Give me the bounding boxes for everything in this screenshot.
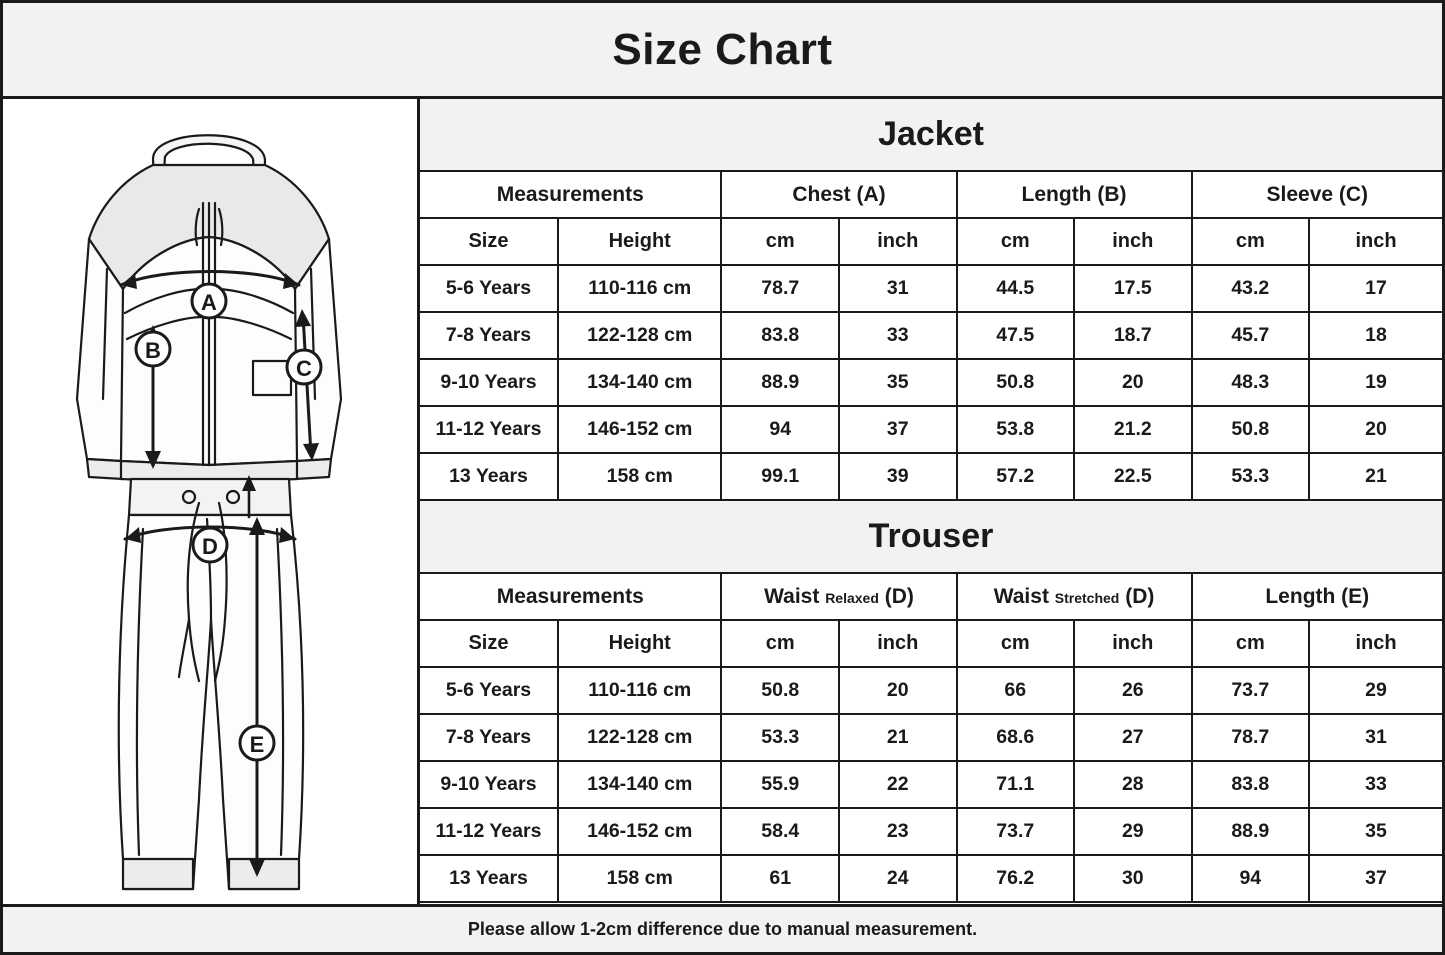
cell-length-cm: 78.7	[1192, 714, 1310, 761]
trouser-section-title-row	[420, 501, 1442, 573]
cell-length-inch: 31	[1309, 714, 1442, 761]
trouser-header-waist-stretched	[957, 573, 1192, 620]
cell-waist-relaxed-inch: 22	[839, 761, 957, 808]
cell-size: 11-12 Years	[420, 406, 558, 453]
cell-length-cm: 57.2	[957, 453, 1075, 500]
cell-size: 13 Years	[420, 855, 558, 902]
cell-chest-cm: 99.1	[721, 453, 839, 500]
jacket-header-length: Length (B)	[957, 171, 1192, 218]
waist-relaxed-sub: Relaxed	[825, 589, 879, 606]
cell-size: 9-10 Years	[420, 761, 558, 808]
trouser-subheader-length-cm: cm	[1192, 620, 1310, 667]
trouser-subheader-height: Height	[558, 620, 722, 667]
table-row	[420, 312, 1442, 359]
cell-length-cm: 94	[1192, 855, 1310, 902]
cell-waist-stretched-inch: 30	[1074, 855, 1192, 902]
cell-chest-cm: 78.7	[721, 265, 839, 312]
waist-stretched-main: Waist	[993, 584, 1049, 608]
cell-height: 110-116 cm	[558, 667, 722, 714]
jacket-header-sleeve: Sleeve (C)	[1192, 171, 1442, 218]
cell-sleeve-cm: 50.8	[1192, 406, 1310, 453]
trouser-sub-header-row	[420, 620, 1442, 667]
trouser-header-length: Length (E)	[1192, 573, 1442, 620]
cell-sleeve-cm: 53.3	[1192, 453, 1310, 500]
cell-length-inch: 20	[1074, 359, 1192, 406]
page-title: Size Chart	[612, 24, 833, 74]
cell-length-inch: 22.5	[1074, 453, 1192, 500]
jacket-header-chest: Chest (A)	[721, 171, 956, 218]
measurement-note: Please allow 1-2cm difference due to manual measurement.	[467, 919, 978, 939]
svg-text:C: C	[296, 356, 312, 381]
trouser-table	[420, 501, 1442, 903]
cell-waist-stretched-cm: 66	[957, 667, 1075, 714]
cell-waist-relaxed-inch: 20	[839, 667, 957, 714]
trouser-section-title: Trouser	[420, 501, 1442, 573]
jacket-header-measurements: Measurements	[420, 171, 721, 218]
svg-text:E: E	[249, 732, 265, 757]
cell-waist-stretched-inch: 27	[1074, 714, 1192, 761]
cell-height: 122-128 cm	[558, 312, 722, 359]
trouser-subheader-waistrelaxed-inch: inch	[839, 620, 957, 667]
cell-size: 7-8 Years	[420, 312, 558, 359]
cell-size: 13 Years	[420, 453, 558, 500]
cell-length-cm: 50.8	[957, 359, 1075, 406]
jacket-subheader-chest-inch: inch	[839, 218, 957, 265]
cell-waist-stretched-inch: 28	[1074, 761, 1192, 808]
trouser-subheader-length-inch: inch	[1309, 620, 1442, 667]
cell-chest-cm: 88.9	[721, 359, 839, 406]
cell-height: 146-152 cm	[558, 406, 722, 453]
cell-length-cm: 73.7	[1192, 667, 1310, 714]
waist-relaxed-main: Waist	[764, 584, 820, 608]
cell-length-inch: 18.7	[1074, 312, 1192, 359]
cell-waist-relaxed-inch: 21	[839, 714, 957, 761]
trouser-subheader-waistrelaxed-cm: cm	[721, 620, 839, 667]
trouser-header-measurements: Measurements	[420, 573, 721, 620]
jacket-group-header-row	[420, 171, 1442, 218]
waist-stretched-sub: Stretched	[1054, 589, 1120, 606]
jacket-sub-header-row	[420, 218, 1442, 265]
cell-length-inch: 33	[1309, 761, 1442, 808]
table-row	[420, 761, 1442, 808]
jacket-section-title-row	[420, 99, 1442, 171]
jacket-subheader-sleeve-cm: cm	[1192, 218, 1310, 265]
cell-waist-stretched-cm: 73.7	[957, 808, 1075, 855]
footer-bar	[3, 904, 1442, 952]
cell-size: 5-6 Years	[420, 265, 558, 312]
cell-waist-stretched-inch: 29	[1074, 808, 1192, 855]
cell-sleeve-inch: 20	[1309, 406, 1442, 453]
jacket-subheader-length-cm: cm	[957, 218, 1075, 265]
page-title-bar	[3, 3, 1442, 99]
cell-size: 11-12 Years	[420, 808, 558, 855]
jacket-subheader-height: Height	[558, 218, 722, 265]
cell-height: 110-116 cm	[558, 265, 722, 312]
cell-height: 146-152 cm	[558, 808, 722, 855]
trouser-subheader-waiststretched-inch: inch	[1074, 620, 1192, 667]
trouser-subheader-size: Size	[420, 620, 558, 667]
cell-size: 7-8 Years	[420, 714, 558, 761]
cell-waist-relaxed-cm: 55.9	[721, 761, 839, 808]
cell-waist-relaxed-cm: 58.4	[721, 808, 839, 855]
tables-pane	[420, 99, 1442, 904]
jacket-subheader-sleeve-inch: inch	[1309, 218, 1442, 265]
cell-sleeve-inch: 19	[1309, 359, 1442, 406]
cell-length-cm: 53.8	[957, 406, 1075, 453]
cell-waist-stretched-cm: 68.6	[957, 714, 1075, 761]
cell-waist-stretched-cm: 76.2	[957, 855, 1075, 902]
cell-waist-relaxed-inch: 23	[839, 808, 957, 855]
jacket-table	[420, 99, 1442, 501]
jacket-section-title: Jacket	[420, 99, 1442, 171]
cell-length-inch: 17.5	[1074, 265, 1192, 312]
cell-chest-inch: 37	[839, 406, 957, 453]
jacket-subheader-length-inch: inch	[1074, 218, 1192, 265]
svg-text:B: B	[145, 338, 161, 363]
table-row	[420, 808, 1442, 855]
cell-sleeve-inch: 18	[1309, 312, 1442, 359]
cell-chest-cm: 83.8	[721, 312, 839, 359]
cell-length-inch: 35	[1309, 808, 1442, 855]
cell-sleeve-inch: 21	[1309, 453, 1442, 500]
table-row	[420, 667, 1442, 714]
cell-chest-inch: 39	[839, 453, 957, 500]
cell-sleeve-inch: 17	[1309, 265, 1442, 312]
table-row	[420, 453, 1442, 500]
trouser-header-waist-relaxed	[721, 573, 956, 620]
cell-waist-relaxed-cm: 61	[721, 855, 839, 902]
cell-size: 9-10 Years	[420, 359, 558, 406]
garment-illustration	[3, 99, 417, 899]
cell-waist-stretched-cm: 71.1	[957, 761, 1075, 808]
cell-sleeve-cm: 48.3	[1192, 359, 1310, 406]
cell-chest-inch: 33	[839, 312, 957, 359]
waist-stretched-tail: (D)	[1125, 584, 1155, 608]
cell-height: 134-140 cm	[558, 359, 722, 406]
table-row	[420, 714, 1442, 761]
cell-waist-relaxed-inch: 24	[839, 855, 957, 902]
cell-length-inch: 37	[1309, 855, 1442, 902]
cell-length-cm: 44.5	[957, 265, 1075, 312]
trouser-group-header-row	[420, 573, 1442, 620]
jacket-subheader-chest-cm: cm	[721, 218, 839, 265]
cell-length-inch: 29	[1309, 667, 1442, 714]
garment-illustration-pane	[3, 99, 420, 904]
cell-height: 158 cm	[558, 855, 722, 902]
cell-height: 122-128 cm	[558, 714, 722, 761]
table-row	[420, 406, 1442, 453]
table-row	[420, 855, 1442, 902]
jacket-subheader-size: Size	[420, 218, 558, 265]
table-row	[420, 265, 1442, 312]
cell-height: 134-140 cm	[558, 761, 722, 808]
cell-waist-relaxed-cm: 50.8	[721, 667, 839, 714]
svg-text:D: D	[202, 534, 218, 559]
cell-size: 5-6 Years	[420, 667, 558, 714]
cell-waist-relaxed-cm: 53.3	[721, 714, 839, 761]
cell-length-cm: 47.5	[957, 312, 1075, 359]
cell-chest-inch: 35	[839, 359, 957, 406]
waist-relaxed-tail: (D)	[884, 584, 914, 608]
table-row	[420, 359, 1442, 406]
cell-chest-inch: 31	[839, 265, 957, 312]
cell-sleeve-cm: 43.2	[1192, 265, 1310, 312]
svg-text:A: A	[201, 290, 217, 315]
cell-length-inch: 21.2	[1074, 406, 1192, 453]
cell-length-cm: 88.9	[1192, 808, 1310, 855]
trouser-subheader-waiststretched-cm: cm	[957, 620, 1075, 667]
cell-height: 158 cm	[558, 453, 722, 500]
cell-chest-cm: 94	[721, 406, 839, 453]
cell-sleeve-cm: 45.7	[1192, 312, 1310, 359]
content-area	[3, 99, 1442, 904]
cell-waist-stretched-inch: 26	[1074, 667, 1192, 714]
cell-length-cm: 83.8	[1192, 761, 1310, 808]
